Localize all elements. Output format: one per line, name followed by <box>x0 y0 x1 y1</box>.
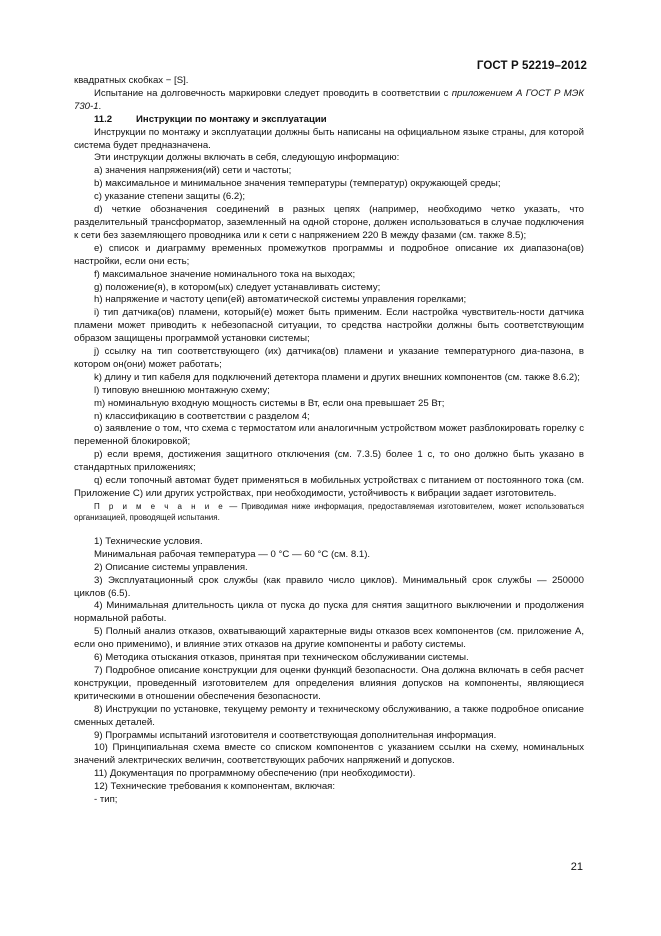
spacer <box>74 523 584 536</box>
durability-reference: приложением А ГОСТ Р МЭК 730-1 <box>74 87 585 112</box>
list-item: h) напряжение и частоту цепи(ей) автоматической системы управления горелками; <box>94 294 467 306</box>
list-item: g) положение(я), в котором(ых) следует устанавливать систему; <box>94 281 381 293</box>
list-item: n) классификацию в соответствии с разделом 4; <box>94 410 310 422</box>
list-item: b) максимальное и минимальное значения температуры (температур) окружающей среды; <box>94 178 501 190</box>
list-item: o) заявление о том, что схема с термостатом или аналогичным устройством может разблокировать горелку с переменной блокировкой; <box>74 423 584 448</box>
durability-end: . <box>98 100 102 112</box>
intro-paragraph: Эти инструкции должны включать в себя, следующую информацию: <box>94 152 400 164</box>
numbered-item: 5) Полный анализ отказов, охватывающий характерные виды отказов всех компонентов (см. приложение А, если оно применимо), и влияние этих отказов на другие компоненты и работу системы. <box>74 626 584 651</box>
list-item: f) максимальное значение номинального тока на выходах; <box>94 268 356 280</box>
list-item: i) тип датчика(ов) пламени, который(е) может быть применим. Если настройка чувствитель-ности датчика пламени может приводить к небезопасной ситуации, то средства настройки должны быть соответствующим образом защищены программой установки системы; <box>74 307 584 345</box>
numbered-item: 4) Минимальная длительность цикла от пуска до пуска для снятия защитного выключении и продолжения нормальной работы. <box>74 600 584 625</box>
numbered-item: 2) Описание системы управления. <box>94 561 248 573</box>
list-item: a) значения напряжения(ий) сети и частоты; <box>94 165 292 177</box>
list-item: q) если топочный автомат будет применяться в мобильных устройствах с питанием от постоянного тока (см. Приложение С) или других устройствах, при необходимости, устойчивость к вибрации задает изготовитель. <box>74 475 584 499</box>
paragraph-continuation: квадратных скобках − [S]. <box>74 75 189 86</box>
list-item: j) ссылку на тип соответствующего (их) датчика(ов) пламени и указание температурного диа-пазона, в котором он(они) может работать; <box>74 346 584 370</box>
list-item: l) типовую внешнюю монтажную схему; <box>94 384 270 396</box>
section-number: 11.2 <box>94 113 113 125</box>
list-item: c) указание степени защиты (6.2); <box>94 191 246 203</box>
note-paragraph <box>74 501 584 523</box>
intro-paragraph: Инструкции по монтажу и эксплуатации должны быть написаны на официальном языке страны, для которой система будет предназначена. <box>74 126 584 151</box>
list-item: e) список и диаграмму временных промежутков программы и подробное описание их диапазона(ов) настройки, если они есть; <box>74 242 584 267</box>
standard-designation: ГОСТ Р 52219–2012 <box>476 60 587 72</box>
note-text: — Приводимая ниже информация, предоставляемая изготовителем, может использоваться организацией, проводящей испытания. <box>74 501 584 522</box>
page-number: 21 <box>570 861 583 873</box>
list-item: d) четкие обозначения соединений в разных цепях (например, необходимо четко указать, что разделительный трансформатор, заземленный на одной стороне, должен использоваться в случае подключения к сети без заземляющего проводника или к сети с напряжением 220 В между фазами (см. также 8.5); <box>74 204 584 241</box>
numbered-item: - тип; <box>94 794 118 806</box>
numbered-item: 7) Подробное описание конструкции для оценки функций безопасности. Она должна включать в себя расчет конструкции, проведенный изготовителем для определения влияния допусков на компоненты, являющиеся критическими в отношении обеспечения безопасности. <box>74 664 584 702</box>
numbered-item: 10) Принципиальная схема вместе со списком компонентов с указанием ссылки на схему, номинальных значений электрических величин, соответствующих рабочих напряжений и допусков. <box>74 742 584 767</box>
list-item: p) если время, достижения защитного отключения (см. 7.3.5) более 1 с, то оно должно быть указано в стандартных приложениях; <box>74 449 584 474</box>
paragraph-durability <box>74 88 584 114</box>
note-label: П р и м е ч а н и е <box>94 501 226 511</box>
numbered-item: 9) Программы испытаний изготовителя и соответствующая дополнительная информация. <box>94 729 497 741</box>
numbered-item: 11) Документация по программному обеспечению (при необходимости). <box>94 768 416 780</box>
numbered-item: 3) Эксплуатационный срок службы (как правило число циклов). Минимальный срок службы — 250000 циклов (6.5). <box>74 574 584 599</box>
numbered-item: 12) Технические требования к компонентам, включая: <box>94 781 336 793</box>
list-item: m) номинальную входную мощность системы в Вт, если она превышает 25 Вт; <box>94 397 445 409</box>
document-body <box>74 75 584 807</box>
numbered-item: Минимальная рабочая температура — 0 °С — 60 °С (см. 8.1). <box>94 548 371 560</box>
numbered-item: 1) Технические условия. <box>94 535 203 547</box>
numbered-item: 8) Инструкции по установке, текущему ремонту и техническому обслуживанию, а также подробное описание сменных деталей. <box>74 703 584 728</box>
numbered-item: 6) Методика отыскания отказов, принятая при техническом обслуживании системы. <box>94 652 469 664</box>
section-title: Инструкции по монтажу и эксплуатации <box>136 113 327 125</box>
list-item: k) длину и тип кабеля для подключений детектора пламени и других внешних компонентов (см. также 8.6.2); <box>94 371 580 383</box>
section-heading <box>74 114 584 127</box>
durability-text: Испытание на долговечность маркировки следует проводить в соответствии с <box>94 87 452 99</box>
